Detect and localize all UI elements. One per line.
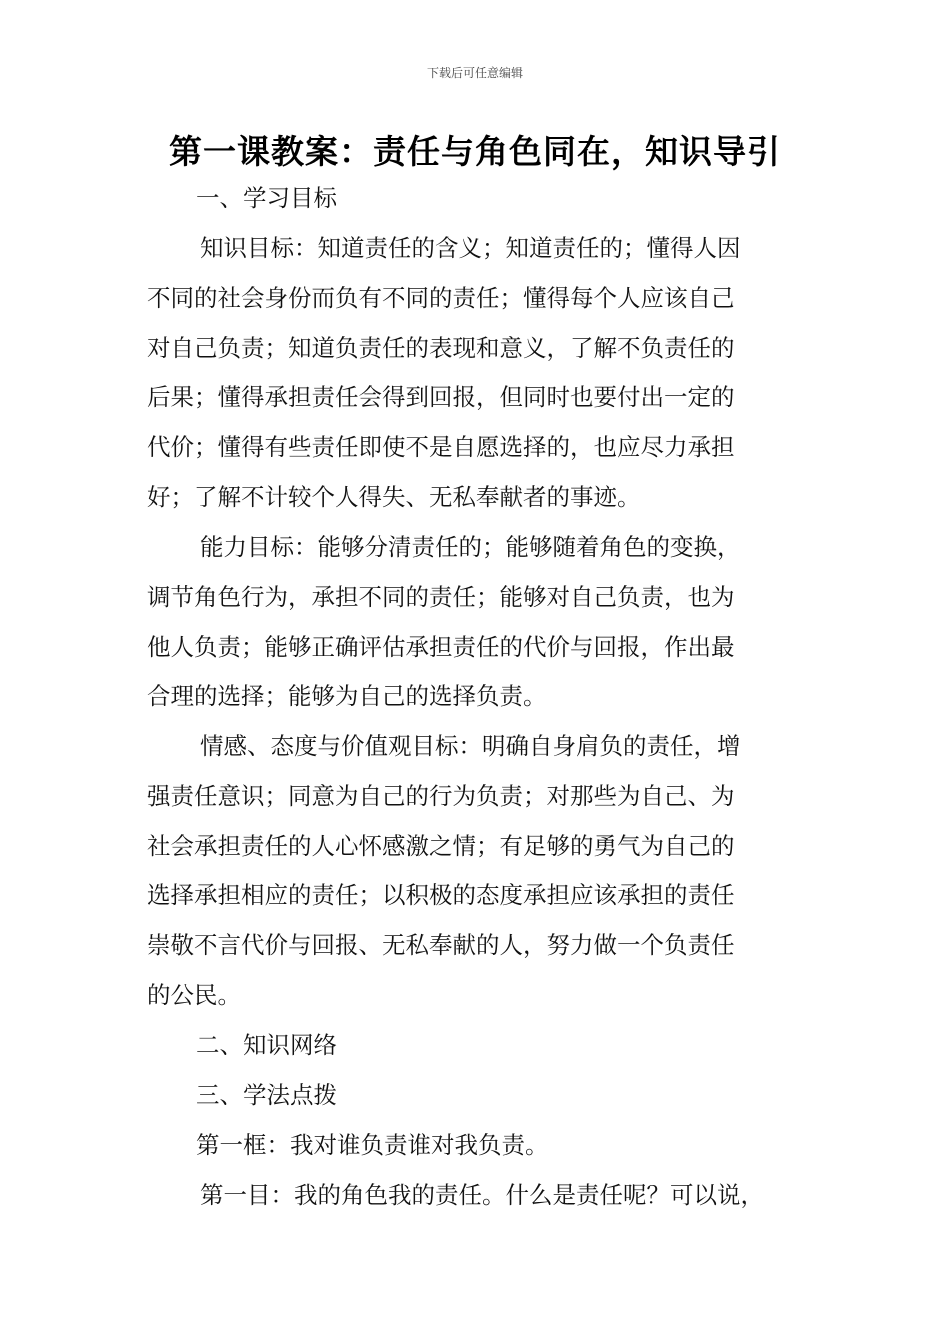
paragraph-line: 的公民。 [147,980,241,1009]
section-heading-study-methods: 三、学法点拨 [196,1081,337,1109]
paragraph-line: 选择承担相应的责任；以积极的态度承担应该承担的责任 [147,881,735,910]
attitude-goal-paragraph [147,722,817,1021]
paragraph-line: 对自己负责；知道负责任的表现和意义，了解不负责任的 [147,333,735,362]
paragraph-line: 不同的社会身份而负有不同的责任；懂得每个人应该自己 [147,283,735,312]
paragraph-line: 能力目标：能够分清责任的；能够随着角色的变换， [200,533,741,561]
frame-one-heading: 第一框：我对谁负责谁对我负责。 [196,1131,549,1159]
paragraph-line: 后果；懂得承担责任会得到回报，但同时也要付出一定的 [147,383,735,412]
section-heading-knowledge-network: 二、知识网络 [196,1031,337,1059]
paragraph-line: 情感、态度与价值观目标：明确自身肩负的责任，增 [200,732,741,760]
paragraph-line: 社会承担责任的人心怀感激之情；有足够的勇气为自己的 [147,831,735,860]
knowledge-goal-paragraph [147,224,817,523]
paragraph-line: 调节角色行为，承担不同的责任；能够对自己负责，也为 [147,582,735,611]
paragraph-line: 好；了解不计较个人得失、无私奉献者的事迹。 [147,482,641,511]
paragraph-line: 强责任意识；同意为自己的行为负责；对那些为自己、为 [147,781,735,810]
section-heading-learning-goals: 一、学习目标 [196,184,337,212]
item-one-line: 第一目：我的角色我的责任。什么是责任呢？可以说， [200,1181,764,1209]
paragraph-line: 他人负责；能够正确评估承担责任的代价与回报，作出最 [147,632,735,661]
document-title: 第一课教案：责任与角色同在，知识导引 [169,132,781,171]
header-note: 下载后可任意编辑 [426,66,523,80]
ability-goal-paragraph [147,523,817,722]
paragraph-line: 合理的选择；能够为自己的选择负责。 [147,682,547,711]
paragraph-line: 崇敬不言代价与回报、无私奉献的人，努力做一个负责任 [147,931,735,960]
paragraph-line: 知识目标：知道责任的含义；知道责任的；懂得人因 [200,234,741,262]
paragraph-line: 代价；懂得有些责任即使不是自愿选择的，也应尽力承担 [147,433,735,462]
